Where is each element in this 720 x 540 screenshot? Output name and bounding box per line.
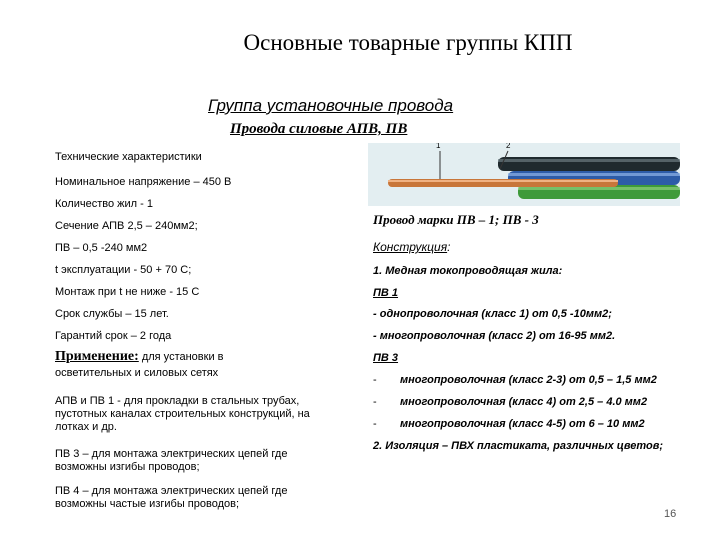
specs-heading: Технические характеристики (55, 151, 202, 163)
construction-heading (373, 240, 450, 254)
wire-illustration (368, 143, 680, 206)
spec-warranty: Гарантий срок – 2 года (55, 330, 172, 342)
pv3-heading (373, 352, 398, 364)
pv3-line2: многопроволочная (класс 4) от 2,5 – 4.0 мм2 (400, 396, 648, 408)
pv3-label: ПВ 3 (373, 352, 399, 364)
pv1-label: ПВ 1 (373, 287, 399, 299)
spec-service-life: Срок службы – 15 лет. (55, 308, 169, 320)
spec-voltage: Номинальное напряжение – 450 В (55, 176, 232, 188)
page-number: 16 (664, 508, 677, 520)
application-heading: Применение: (55, 349, 139, 364)
application-text: для установки в (138, 351, 224, 363)
construction-label: Конструкция (373, 240, 448, 254)
application-pv4: ПВ 4 – для монтажа электрических цепей где возможны частые изгибы проводов; (55, 485, 288, 510)
spec-section-pv: ПВ – 0,5 -240 мм2 (55, 242, 148, 254)
wire-brand: Провод марки ПВ – 1; ПВ - 3 (373, 212, 539, 227)
pv3-dash-1: - (373, 374, 377, 386)
pv3-dash-2: - (373, 396, 377, 408)
spec-section-apv: Сечение АПВ 2,5 – 240мм2; (55, 220, 198, 232)
application-apv-pv1: АПВ и ПВ 1 - для прокладки в стальных трубах, пустотных каналах строительных конструкций, на лотках и др. (55, 395, 310, 433)
product-subtitle: Провода силовые АПВ, ПВ (230, 121, 408, 137)
item-insulation: 2. Изоляция – ПВХ пластиката, различных цветов; (373, 440, 664, 452)
spec-install-temp: Монтаж при t не ниже - 15 С (55, 286, 200, 298)
pv3-line1: многопроволочная (класс 2-3) от 0,5 – 1,5 мм2 (400, 374, 657, 386)
pv1-line1: - однопроволочная (класс 1) от 0,5 -10мм2; (373, 308, 612, 320)
pv3-line3: многопроволочная (класс 4-5) от 6 – 10 мм2 (400, 418, 645, 430)
pv3-dash-3: - (373, 418, 377, 430)
construction-colon: : (447, 240, 451, 254)
application-block (55, 350, 355, 364)
wire-photo (368, 143, 680, 206)
application-pv3: ПВ 3 – для монтажа электрических цепей где возможны изгибы проводов; (55, 448, 288, 473)
spec-temperature: t эксплуатации - 50 + 70 С; (55, 264, 192, 276)
application-text-line2: осветительных и силовых сетях (55, 367, 219, 379)
pv1-heading (373, 287, 398, 299)
pv1-line2: - многопроволочная (класс 2) от 16-95 мм2. (373, 330, 616, 342)
page-title: Основные товарные группы КПП (243, 30, 573, 55)
photo-label-1: 1 (436, 143, 441, 150)
item-conductor: 1. Медная токопроводящая жила: (373, 265, 563, 277)
section-subtitle: Группа установочные провода (208, 96, 454, 115)
spec-cores: Количество жил - 1 (55, 198, 153, 210)
photo-label-2: 2 (506, 143, 511, 150)
